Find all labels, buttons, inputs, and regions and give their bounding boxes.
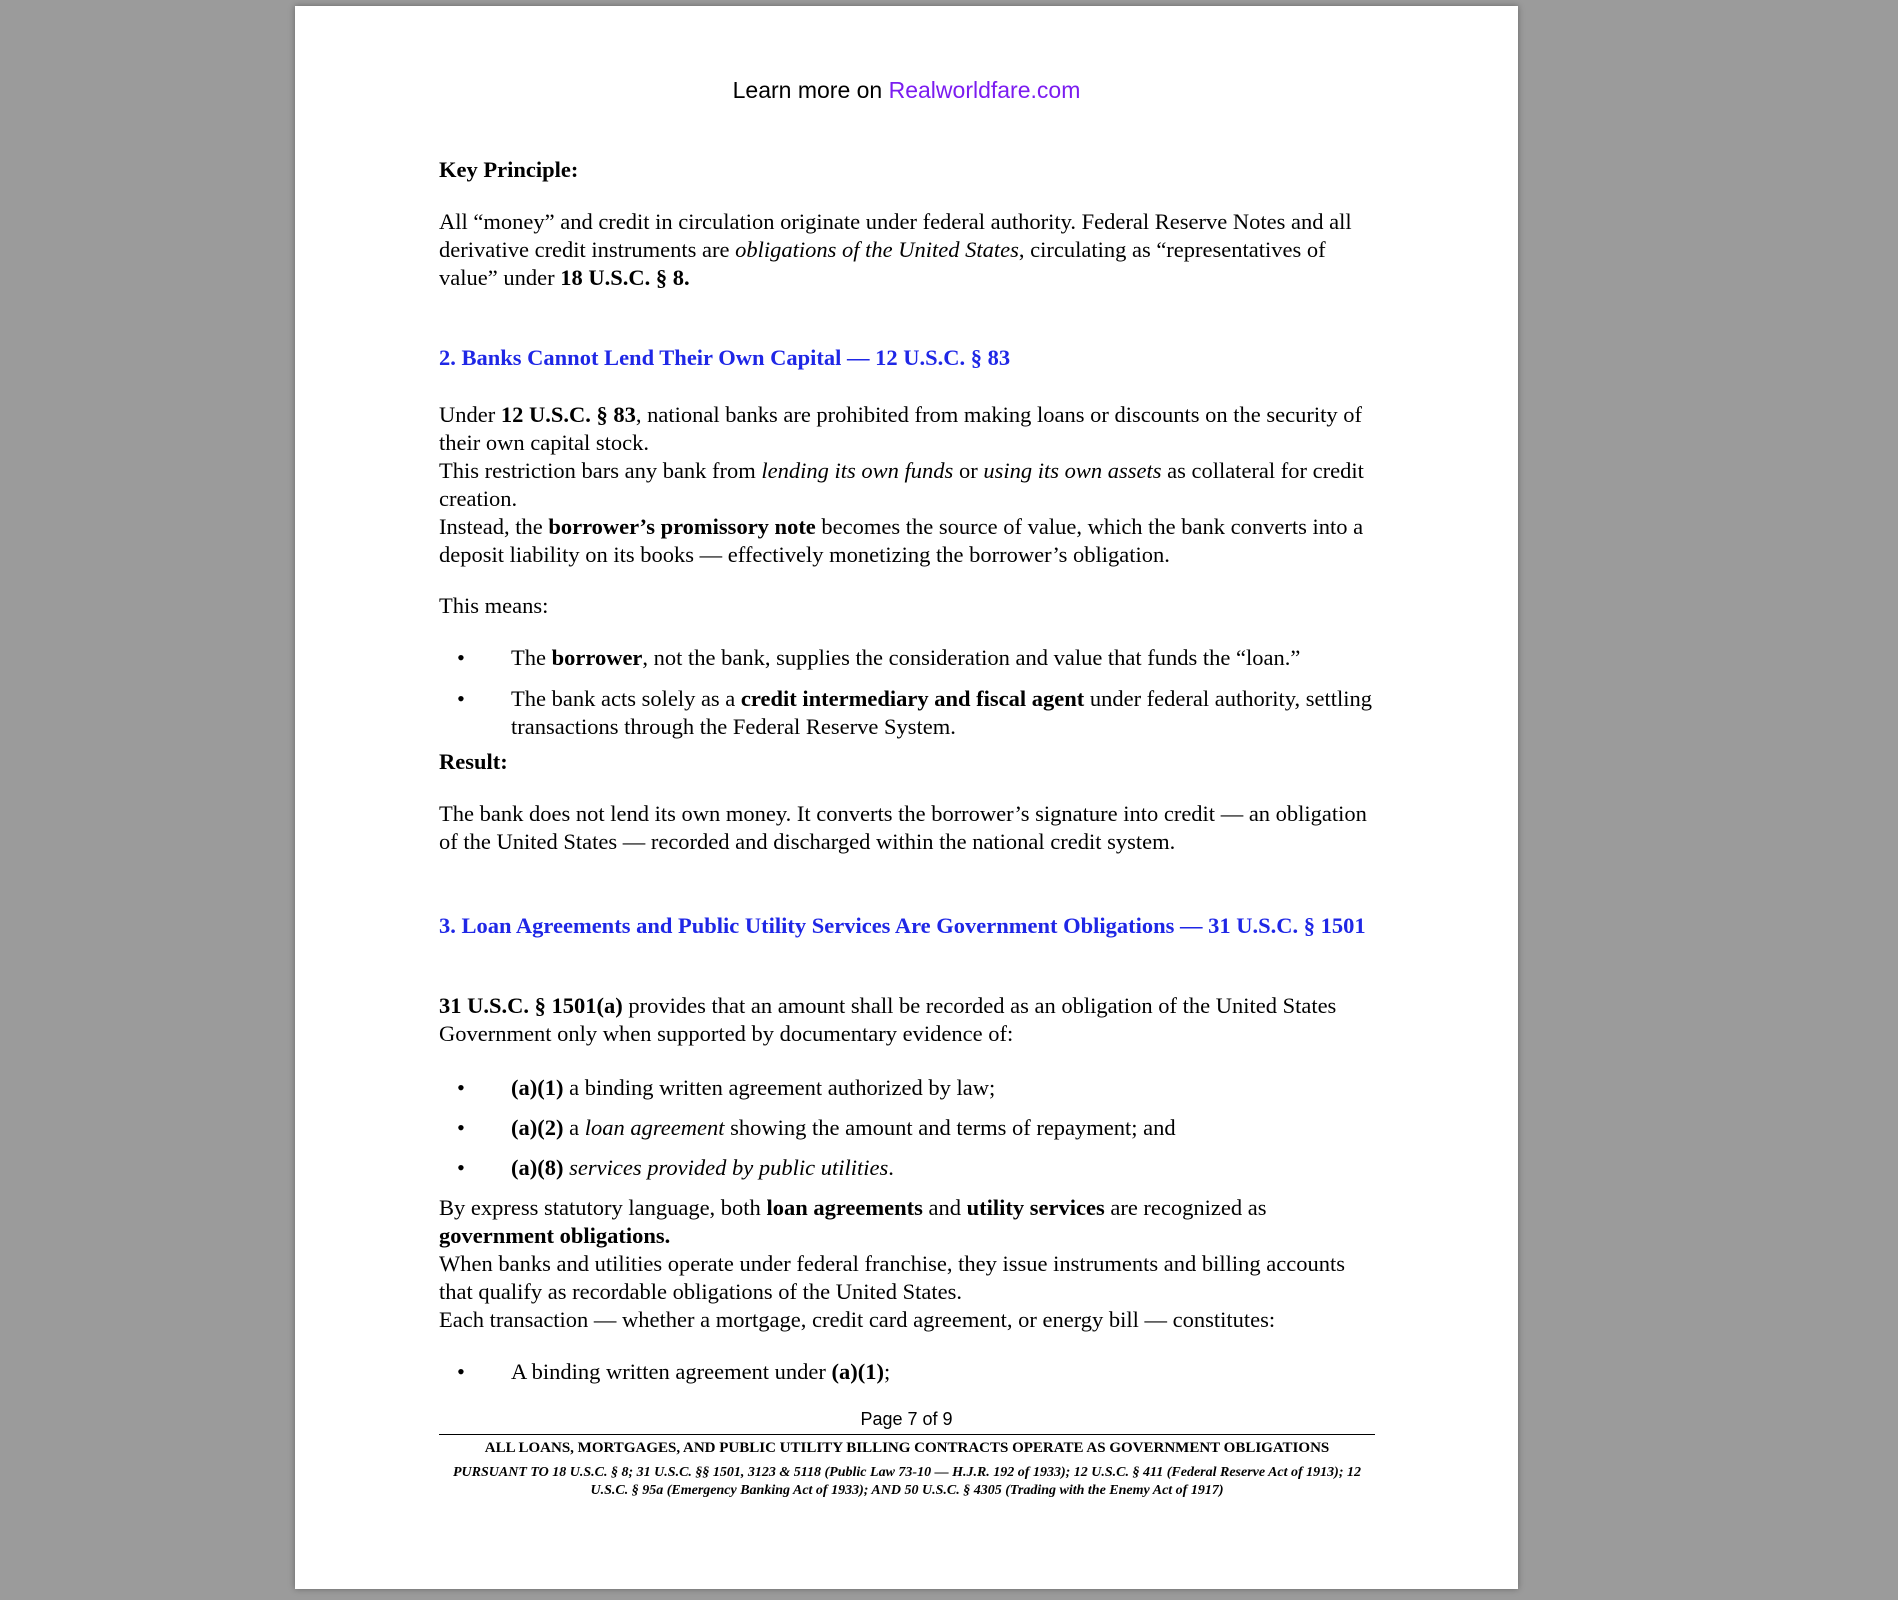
- section-3-paragraph: By express statutory language, both loan agreements and utility services are recognized as government obligations. When banks and utilities operate under federal franchise, they issue instruments and billing accounts that qualify as recordable obligations of the United States. Each transaction — whether a mortgage, credit card agreement, or energy bill — constitutes:: [439, 1195, 1345, 1332]
- footer-title: ALL LOANS, MORTGAGES, AND PUBLIC UTILITY BILLING CONTRACTS OPERATE AS GOVERNMENT OBLIGATIONS: [484, 1440, 1330, 1456]
- section-2-paragraph: Under 12 U.S.C. § 83, national banks are prohibited from making loans or discounts on the security of their own capital stock. This restriction bars any bank from lending its own funds or using its own assets as collateral for credit creation. Instead, the borrower’s promissory note becomes the source of value, which the bank converts into a deposit liability on its books — effectively monetizing the borrower’s obligation.: [439, 402, 1364, 567]
- this-means-text: This means:: [439, 593, 549, 618]
- bullet-icon: •: [457, 1359, 465, 1384]
- footer-citation: PURSUANT TO 18 U.S.C. § 8; 31 U.S.C. §§ 1501, 3123 & 5118 (Public Law 73-10 — H.J.R. 192 of 1933); 12 U.S.C. § 411 (Federal Reserve Act of 1913); 12 U.S.C. § 95a (Emergency Banking Act of 1933); AND 50 U.S.C. § 4305 (Trading with the Enemy Act of 1917): [452, 1465, 1362, 1498]
- section-3-heading: 3. Loan Agreements and Public Utility Services Are Government Obligations — 31 U.S.C. § 1501: [439, 913, 1366, 938]
- page-number: Page 7 of 9: [860, 1409, 953, 1429]
- bullet-icon: •: [457, 1155, 465, 1180]
- bullet-icon: •: [457, 645, 465, 670]
- header-prefix: Learn more on: [732, 77, 889, 103]
- page-header: [295, 77, 1518, 104]
- bullet-icon: •: [457, 686, 465, 711]
- footer-divider: [439, 1434, 1375, 1435]
- key-principle-heading: Key Principle:: [439, 157, 579, 182]
- result-heading: Result:: [439, 749, 508, 774]
- section-3-intro: 31 U.S.C. § 1501(a) provides that an amount shall be recorded as an obligation of the United States Government only when supported by documentary evidence of:: [439, 993, 1337, 1046]
- document-page: Learn more on Realworldfare.com Key Principle: All “money” and credit in circulation originate under federal authority. Federal Reserve Notes and all derivative credit instruments are obligations of the United States, circulating as “representatives of value” under 18 U.S.C. § 8. 2. Banks Cannot Lend Their Own Capital — 12 U.S.C. § 83 Under 12 U.S.C. § 83, national banks are prohibited from making loans or discounts on the security of their own capital stock. This restriction bars any bank from lending its own funds or using its own assets as collateral for credit creation. Instead, the borrower’s promissory note becomes the source of value, which the bank converts into a deposit liability on its books — effectively monetizing the borrower’s obligation. This means: • The borrower, not the bank, supplies the consideration and value that funds the “loan.” • The bank acts solely as a credit intermediary and fiscal agent under federal authority, settling transactions through the Federal Reserve System. Result: The bank does not lend its own money. It converts the borrower’s signature into credit — an obligation of the United States — recorded and discharged within the national credit system. 3. Loan Agreements and Public Utility Services Are Government Obligations — 31 U.S.C. § 1501 31 U.S.C. § 1501(a) provides that an amount shall be recorded as an obligation of the United States Government only when supported by documentary evidence of: • (a)(1) a binding written agreement authorized by law; • (a)(2) a loan agreement showing the amount and terms of repayment; and • (a)(8) services provided by public utilities. By express statutory language, both loan agreements and utility services are recognized as government obligations. When banks and utilities operate under federal franchise, they issue instruments and billing accounts that qualify as recordable obligations of the United States. Each transaction — whether a mortgage, credit card agreement, or energy bill — constitutes: • A binding written agreement under (a)(1); Page 7 of 9 ALL LOANS, MORTGAGES, AND PUBLIC UTILITY BILLING CONTRACTS OPERATE AS GOVERNMENT OBLIGATIONS PURSUANT TO 18 U.S.C. § 8; 31 U.S.C. §§ 1501, 3123 & 5118 (Public Law 73-10 — H.J.R. 192 of 1933); 12 U.S.C. § 411 (Federal Reserve Act of 1913); 12 U.S.C. § 95a (Emergency Banking Act of 1933); AND 50 U.S.C. § 4305 (Trading with the Enemy Act of 1917): [295, 6, 1518, 1589]
- section-2-heading: 2. Banks Cannot Lend Their Own Capital — 12 U.S.C. § 83: [439, 345, 1011, 370]
- result-paragraph: The bank does not lend its own money. It converts the borrower’s signature into credit — an obligation of the United States — recorded and discharged within the national credit system.: [439, 801, 1367, 854]
- key-principle-paragraph: All “money” and credit in circulation originate under federal authority. Federal Reserve Notes and all derivative credit instruments are obligations of the United States, circulating as “representatives of value” under 18 U.S.C. § 8.: [439, 209, 1352, 290]
- bullet-icon: •: [457, 1115, 465, 1140]
- bullet-icon: •: [457, 1075, 465, 1100]
- realworldfare-link[interactable]: Realworldfare.com: [888, 77, 1081, 103]
